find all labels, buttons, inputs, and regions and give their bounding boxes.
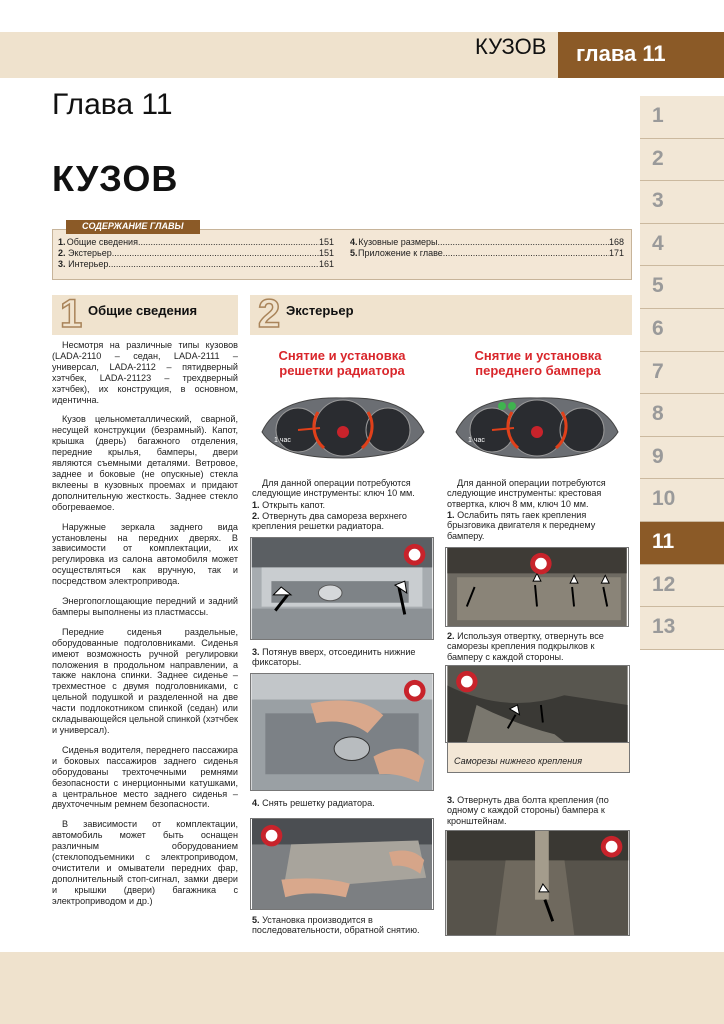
tab-chapter-10[interactable]: 10: [640, 479, 724, 522]
section-1-title: Общие сведения: [88, 303, 198, 318]
contents-item[interactable]: 1. Общие сведения ..... 151: [58, 237, 334, 248]
tab-chapter-8[interactable]: 8: [640, 394, 724, 437]
section-1-number: 1: [60, 292, 83, 336]
grille-photo-2: [250, 673, 434, 791]
contents-label: СОДЕРЖАНИЕ ГЛАВЫ: [66, 220, 200, 234]
tab-chapter-11[interactable]: 11: [640, 522, 724, 565]
contents-column-1: [58, 237, 334, 270]
body-paragraph: Кузов цельнометаллический, сварной, несущей конструкции (безрамный). Капот, крышка (дверь) багажного отделения, передние крылья, бамперы, двери являются съемными деталями. Ветровое, заднее и боковые (не опускные) стекла вклеены в кузовных проемах и придают дополнительную жесткость. Заднее стекло обогреваемое.: [52, 414, 238, 512]
section-2-header: [250, 292, 632, 336]
tab-chapter-7[interactable]: 7: [640, 352, 724, 395]
bumper-step: 3. Отвернуть два болта крепления (по одному с каждой стороны) бампера к кронштейнам.: [447, 795, 609, 826]
bumper-photo-3: [445, 830, 630, 936]
contents-item[interactable]: 3. Интерьер ..... 161: [58, 259, 334, 270]
header-chapter-label: глава 11: [558, 32, 724, 78]
bumper-photo-1: [445, 547, 629, 627]
contents-item[interactable]: 2. Экстерьер ..... 151: [58, 248, 334, 259]
grille-step: 5. Установка производится в последовательности, обратной снятию.: [252, 915, 420, 936]
grille-gauge-label: 1 час: [274, 437, 291, 444]
tab-chapter-13[interactable]: 13: [640, 607, 724, 650]
bumper-intro: Для данной операции потребуются следующие инструменты: крестовая отвертка, ключ 8 мм, ключ 10 мм.: [447, 478, 606, 509]
tab-chapter-1[interactable]: 1: [640, 96, 724, 139]
contents-item[interactable]: 4. Кузовные размеры ..... 168: [350, 237, 624, 248]
tab-chapter-4[interactable]: 4: [640, 224, 724, 267]
dashboard-gauge-icon: [258, 392, 428, 462]
footer-band: [0, 952, 724, 1024]
bumper-step: 2. Используя отвертку, отвернуть все саморезы крепления подкрылков к бамперу с каждой стороны.: [447, 631, 604, 662]
body-paragraph: Сиденья водителя, переднего пассажира и боковых пассажиров заднего сиденья оборудованы трехточечными ремнями безопасности с инерционными катушками, а центральное место заднего сиденья – двухточечным ремнем безопасности.: [52, 744, 238, 810]
contents-column-2: [350, 237, 624, 259]
bumper-photo-caption: Саморезы нижнего крепления: [447, 743, 630, 773]
page-title: КУЗОВ: [52, 158, 179, 199]
grille-title: Снятие и установка решетки радиатора: [278, 348, 406, 378]
section-2-title: Экстерьер: [286, 303, 354, 318]
tab-chapter-12[interactable]: 12: [640, 565, 724, 608]
grille-step: 1. Открыть капот.: [252, 500, 326, 510]
bumper-photo-2: [445, 665, 630, 743]
bumper-step: 1. Ослабить пять гаек крепления брызговика двигателя к переднему бамперу.: [447, 510, 596, 541]
body-paragraph: Наружные зеркала заднего вида установлены на передних дверях. В зависимости от комплектации, их регулировка из салона автомобиля может осуществляться как вручную, так и посредством электропривода.: [52, 521, 238, 587]
tab-chapter-2[interactable]: 2: [640, 139, 724, 182]
section-1-body: [52, 340, 238, 916]
page-chapter: Глава 11: [52, 88, 173, 121]
grille-step: 2. Отвернуть два самореза верхнего крепления решетки радиатора.: [252, 511, 407, 532]
dashboard-gauge-icon: [452, 392, 622, 462]
body-paragraph: Передние сиденья раздельные, оборудованные подголовниками. Сиденья имеют возможность ручной регулировки положения в продольном направлении, а также наклона спинки. Заднее сиденье – трехместное с двумя подголовниками, с цельной подушкой и разделенной на две части подлокотником спинкой (седан) или складывающейся цельной спинкой (хэтчбек и универсал).: [52, 626, 238, 735]
header-chapter-word: КУЗОВ: [475, 34, 547, 59]
tab-chapter-6[interactable]: 6: [640, 309, 724, 352]
grille-photo-3: [250, 818, 434, 910]
chapter-tabs: [640, 96, 724, 650]
grille-step: 4. Снять решетку радиатора.: [252, 798, 375, 808]
bumper-gauge-label: 1 час: [468, 437, 485, 444]
grille-intro: Для данной операции потребуются следующие инструменты: ключ 10 мм.: [252, 478, 415, 499]
grille-step: 3. Потянув вверх, отсоединить нижние фиксаторы.: [252, 647, 416, 668]
tab-chapter-5[interactable]: 5: [640, 266, 724, 309]
body-paragraph: Несмотря на различные типы кузовов (LADA-2110 – седан, LADA-2111 –универсал, LADA-2112 – пятидверный хэтчбек, LADA-21123 – трехдверный хэтчбек), их конструкция, в основном, идентична.: [52, 340, 238, 405]
section-1-header: [52, 292, 238, 336]
grille-photo-1: [250, 537, 434, 640]
body-paragraph: Энергопоглощающие передний и задний бамперы выполнены из пластмассы.: [52, 596, 238, 617]
body-paragraph: В зависимости от комплектации, автомобиль может быть оснащен различным оборудованием (стеклоподъемники с электроприводом, очистители и омыватели передних фар, дополнительный стоп-сигнал, замки двери и крышки (двери) багажника с электроприводом и др.): [52, 819, 238, 906]
tab-chapter-3[interactable]: 3: [640, 181, 724, 224]
section-2-number: 2: [258, 292, 281, 336]
bumper-title: Снятие и установка переднего бампера: [474, 348, 602, 378]
tab-chapter-9[interactable]: 9: [640, 437, 724, 480]
contents-item[interactable]: 5. Приложение к главе ..... 171: [350, 248, 624, 259]
